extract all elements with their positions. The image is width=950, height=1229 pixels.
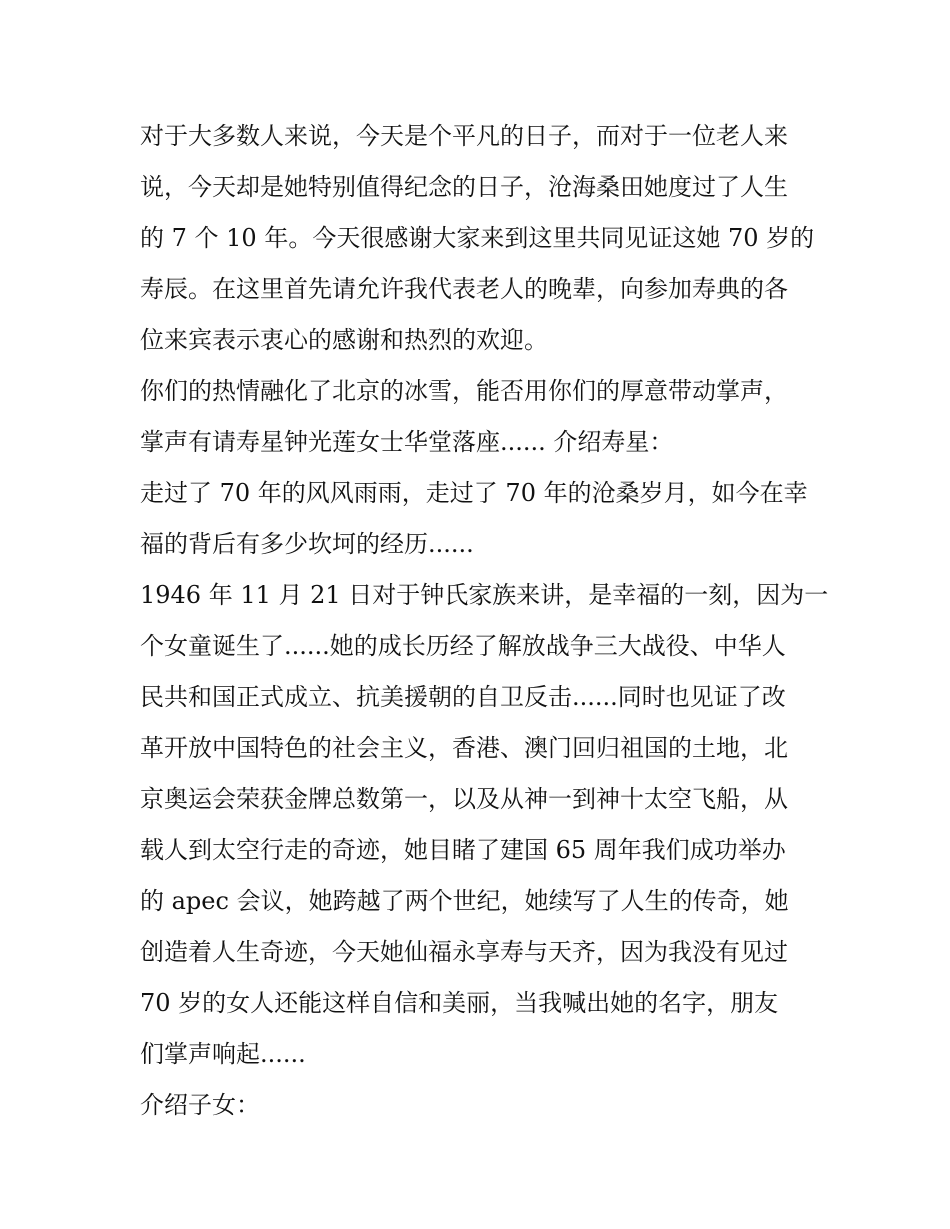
text-line: 民共和国正式成立、抗美援朝的自卫反击......同时也见证了改: [140, 683, 786, 711]
text-line: 的 7 个 10 年。今天很感谢大家来到这里共同见证这她 70 岁的: [140, 224, 815, 252]
paragraph-welcome: [140, 366, 815, 468]
text-line: 的 apec 会议，她跨越了两个世纪，她续写了人生的传奇，她: [140, 887, 789, 915]
text-line: 说，今天却是她特别值得纪念的日子，沧海桑田她度过了人生: [140, 173, 788, 201]
text-line: 个女童诞生了......她的成长历经了解放战争三大战役、中华人: [140, 632, 786, 660]
text-line: 70 岁的女人还能这样自信和美丽，当我喊出她的名字，朋友: [140, 989, 779, 1017]
paragraph-intro: [140, 111, 815, 366]
section-heading-children: 介绍子女：: [140, 1091, 260, 1119]
text-line: 你们的热情融化了北京的冰雪，能否用你们的厚意带动掌声，: [140, 377, 788, 405]
document-body: [140, 111, 829, 1131]
text-line: 福的背后有多少坎坷的经历......: [140, 530, 474, 558]
text-line: 创造着人生奇迹，今天她仙福永享寿与天齐，因为我没有见过: [140, 938, 788, 966]
text-line: 走过了 70 年的风风雨雨，走过了 70 年的沧桑岁月，如今在幸: [140, 479, 808, 507]
text-line: 们掌声响起......: [140, 1040, 306, 1068]
text-line: 1946 年 11 月 21 日对于钟氏家族来讲，是幸福的一刻，因为一: [140, 581, 829, 609]
paragraph-history: [140, 570, 829, 1080]
text-line: 掌声有请寿星钟光莲女士华堂落座...... 介绍寿星：: [140, 428, 674, 456]
text-line: 京奥运会荣获金牌总数第一，以及从神一到神十太空飞船，从: [140, 785, 788, 813]
text-line: 对于大多数人来说，今天是个平凡的日子，而对于一位老人来: [140, 122, 788, 150]
text-line: 革开放中国特色的社会主义，香港、澳门回归祖国的土地，北: [140, 734, 788, 762]
text-line: 位来宾表示衷心的感谢和热烈的欢迎。: [140, 326, 548, 354]
text-line: 载人到太空行走的奇迹，她目睹了建国 65 周年我们成功举办: [140, 836, 786, 864]
text-line: 寿辰。在这里首先请允许我代表老人的晚辈，向参加寿典的各: [140, 275, 788, 303]
paragraph-years: [140, 468, 815, 570]
